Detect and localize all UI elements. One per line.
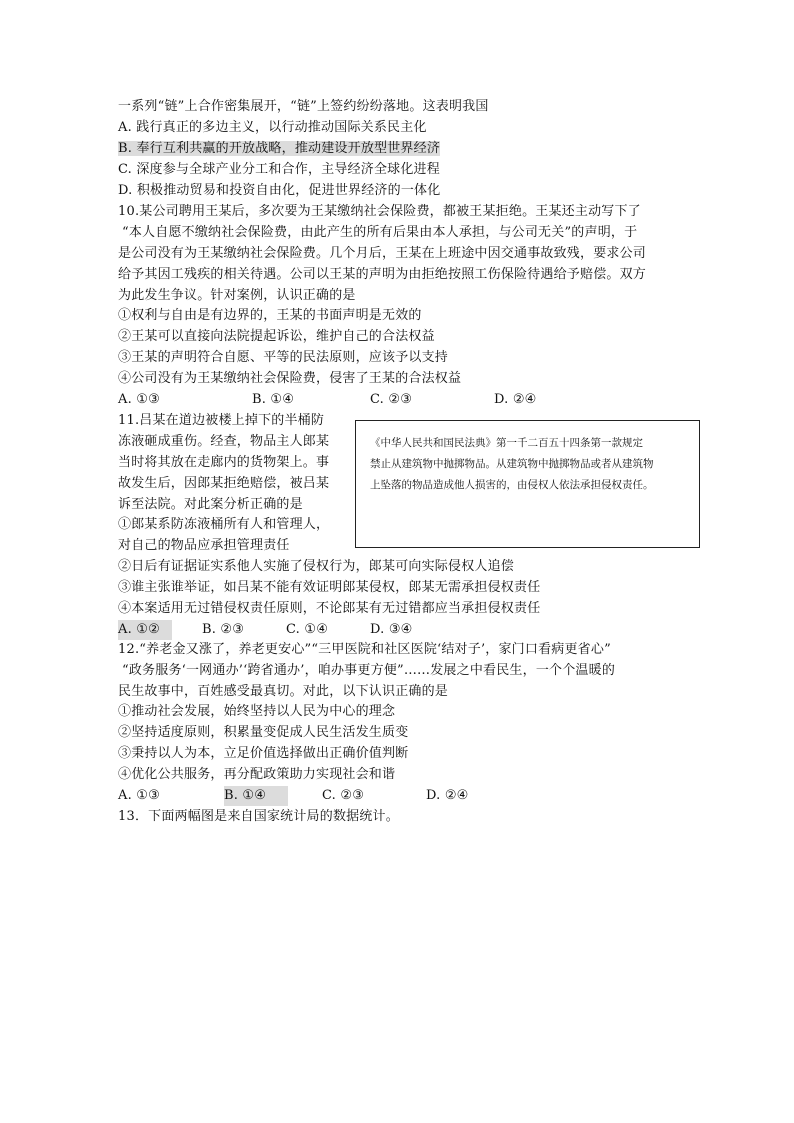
q11-option-d: D. ③④ bbox=[370, 622, 413, 637]
q10-stem-line2: “本人自愿不缴纳社会保险费，由此产生的所有后果由本人承担，与公司无关”的声明，于 bbox=[122, 225, 638, 240]
q10-option-c: C. ②③ bbox=[370, 392, 413, 407]
q13-stem: 13．下面两幅图是来自国家统计局的数据统计。 bbox=[118, 809, 399, 824]
q10-stem-line4: 给予其因工残疾的相关待遇。公司以王某的声明为由拒绝按照工伤保险待遇给予赔偿。双方 bbox=[118, 267, 647, 282]
q12-option-b: B. ①④ bbox=[224, 786, 288, 806]
q10-option-d: D. ②④ bbox=[494, 392, 537, 407]
q12-option-a: A. ①③ bbox=[118, 788, 160, 803]
q11-statement-3: ③谁主张谁举证，如吕某不能有效证明郎某侵权，郎某无需承担侵权责任 bbox=[118, 580, 541, 595]
q10-stem-line3: 是公司没有为王某缴纳社会保险费。几个月后，王某在上班途中因交通事故致残，要求公司 bbox=[118, 246, 647, 261]
q12-options bbox=[118, 786, 469, 806]
q12-statement-2: ②坚持适度原则，积累量变促成人民生活发生质变 bbox=[118, 725, 409, 740]
q10-option-a: A. ①③ bbox=[118, 392, 160, 407]
q11-option-c: C. ①④ bbox=[286, 622, 329, 637]
q10-statement-4: ④公司没有为王某缴纳社会保险费，侵害了王某的合法权益 bbox=[118, 371, 462, 386]
q9-option-d: D. 积极推动贸易和投资自由化，促进世界经济的一体化 bbox=[118, 183, 441, 198]
q10-statement-2: ②王某可以直接向法院提起诉讼，维护自己的合法权益 bbox=[118, 329, 435, 344]
q9-option-b-row bbox=[118, 139, 440, 159]
q9-option-b: B. 奉行互利共赢的开放战略，推动建设开放型世界经济 bbox=[118, 141, 441, 156]
q11-options bbox=[118, 620, 413, 640]
q12-option-c: C. ②③ bbox=[322, 788, 365, 803]
q12-option-d: D. ②④ bbox=[426, 788, 469, 803]
civil-code-quote-box bbox=[355, 420, 700, 548]
q10-stem-line5: 为此发生争议。针对案例，认识正确的是 bbox=[118, 288, 356, 303]
q12-statement-3: ③秉持以人为本，立足价值选择做出正确价值判断 bbox=[118, 746, 409, 761]
q10-options bbox=[118, 390, 537, 410]
q10-option-b: B. ①④ bbox=[252, 392, 295, 407]
q12-stem-line1: 12.“养老金又涨了，养老更安心”“三甲医院和社区医院‘结对子’，家门口看病更省心” bbox=[118, 642, 611, 657]
q12-stem-line3: 民生故事中，百姓感受最真切。对此，以下认识正确的是 bbox=[118, 684, 449, 699]
quote-line-2: 禁止从建筑物中抛掷物品。从建筑物中抛掷物品或者从建筑物 bbox=[370, 458, 654, 470]
q11-stem-line1: 11.吕某在道边被楼上掉下的半桶防 bbox=[118, 413, 325, 428]
quote-line-1: 《中华人民共和国民法典》第一千二百五十四条第一款规定 bbox=[370, 437, 643, 449]
q11-statement-2: ②日后有证据证实系他人实施了侵权行为，郎某可向实际侵权人追偿 bbox=[118, 559, 515, 574]
q9-stem: 一系列“链”上合作密集展开，“链”上签约纷纷落地。这表明我国 bbox=[118, 99, 489, 114]
q11-statement-4: ④本案适用无过错侵权责任原则，不论郎某有无过错都应当承担侵权责任 bbox=[118, 601, 541, 616]
q11-option-a: A. ①② bbox=[118, 620, 172, 640]
q11-option-b: B. ②③ bbox=[202, 622, 245, 637]
q11-stem-line2: 冻液砸成重伤。经查，物品主人郎某 bbox=[118, 434, 330, 449]
q9-option-a: A. 践行真正的多边主义，以行动推动国际关系民主化 bbox=[118, 120, 427, 135]
q11-stem-line5: 诉至法院。对此案分析正确的是 bbox=[118, 497, 303, 512]
q12-statement-1: ①推动社会发展，始终坚持以人民为中心的理念 bbox=[118, 704, 396, 719]
q11-statement-1a: ①郎某系防冻液桶所有人和管理人， bbox=[118, 517, 330, 532]
q11-statement-1b: 对自己的物品应承担管理责任 bbox=[118, 538, 290, 553]
q12-statement-4: ④优化公共服务，再分配政策助力实现社会和谐 bbox=[118, 767, 396, 782]
q10-stem-line1: 10.某公司聘用王某后，多次要为王某缴纳社会保险费，都被王某拒绝。王某还主动写下了 bbox=[118, 204, 641, 219]
q12-stem-line2: “政务服务‘一网通办’‘跨省通办’，咱办事更方便”……发展之中看民生，一个个温暖的 bbox=[122, 663, 616, 678]
q11-stem-line3: 当时将其放在走廊内的货物架上。事 bbox=[118, 455, 330, 470]
q10-statement-1: ①权利与自由是有边界的，王某的书面声明是无效的 bbox=[118, 308, 422, 323]
q10-statement-3: ③王某的声明符合自愿、平等的民法原则，应该予以支持 bbox=[118, 350, 449, 365]
q11-stem-line4: 故发生后，因郎某拒绝赔偿，被吕某 bbox=[118, 476, 330, 491]
quote-line-3: 上坠落的物品造成他人损害的，由侵权人依法承担侵权责任。 bbox=[370, 479, 654, 491]
q9-option-c: C. 深度参与全球产业分工和合作，主导经济全球化进程 bbox=[118, 162, 440, 177]
